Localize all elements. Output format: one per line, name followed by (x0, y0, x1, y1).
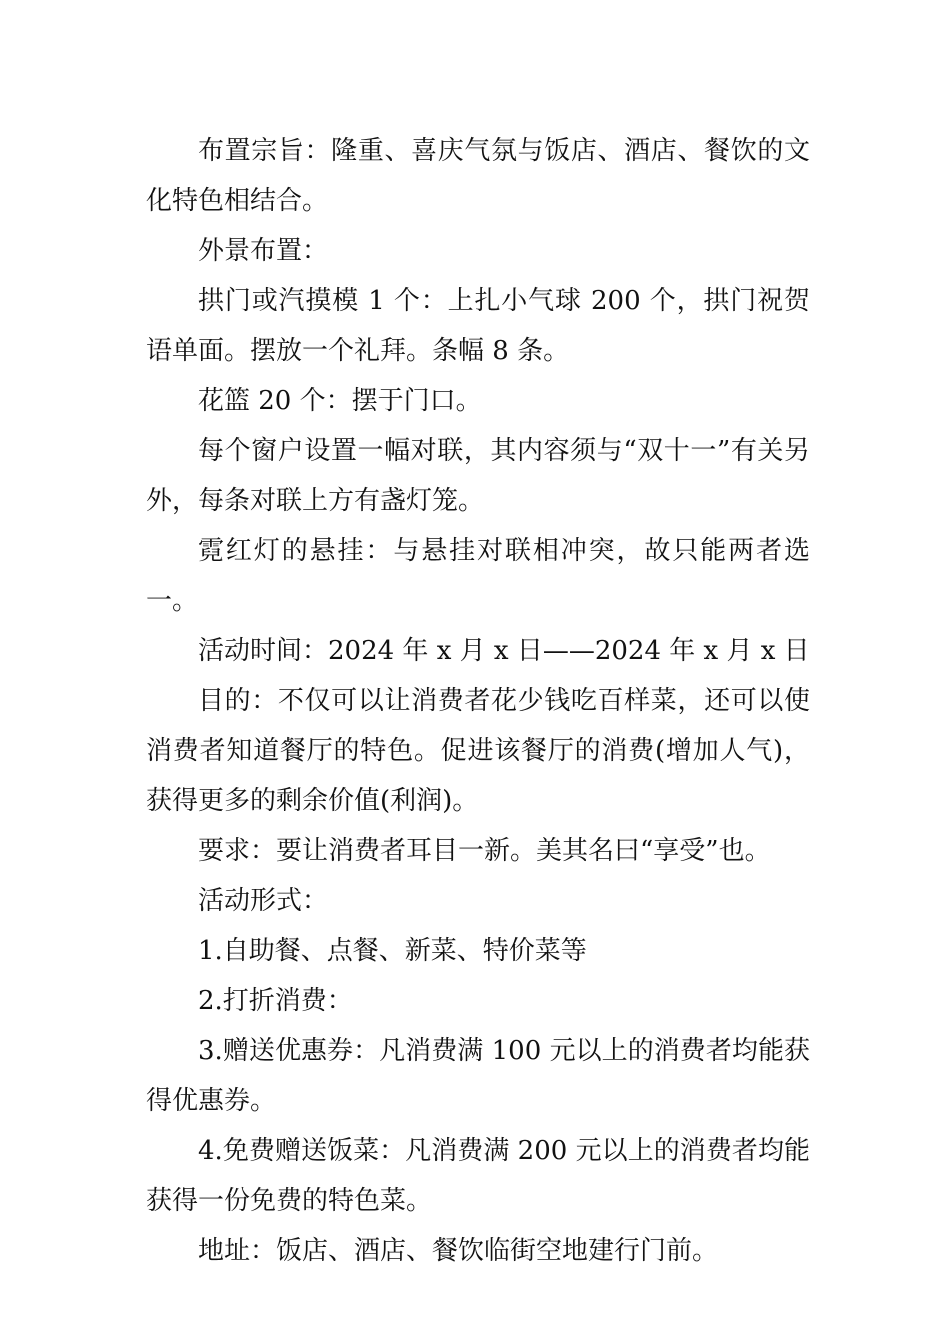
paragraph-arch: 拱门或汽摸模 1 个：上扎小气球 200 个，拱门祝贺语单面。摆放一个礼拜。条幅 8 条。 (146, 286, 810, 366)
paragraph-purpose: 布置宗旨：隆重、喜庆气氛与饭店、酒店、餐饮的文化特色相结合。 (146, 136, 810, 216)
document-body (146, 126, 810, 1276)
paragraph-event-time: 活动时间：2024 年 x 月 x 日——2024 年 x 月 x 日 (198, 636, 810, 666)
paragraph-couplets: 每个窗户设置一幅对联，其内容须与“双十一”有关另外，每条对联上方有盏灯笼。 (146, 436, 810, 516)
paragraph-address: 地址：饭店、酒店、餐饮临街空地建行门前。 (198, 1236, 719, 1266)
paragraph-exterior-heading: 外景布置： (198, 236, 329, 266)
list-item-1: 1.自助餐、点餐、新菜、特价菜等 (198, 936, 587, 966)
list-item-4: 4.免费赠送饭菜：凡消费满 200 元以上的消费者均能获得一份免费的特色菜。 (146, 1136, 810, 1216)
list-item-2: 2.打折消费： (198, 986, 353, 1016)
paragraph-goal: 目的：不仅可以让消费者花少钱吃百样菜，还可以使消费者知道餐厅的特色。促进该餐厅的消费(增加人气)，获得更多的剩余价值(利润)。 (146, 686, 810, 816)
paragraph-requirement: 要求：要让消费者耳目一新。美其名曰“享受”也。 (198, 836, 771, 866)
paragraph-event-format-heading: 活动形式： (198, 886, 329, 916)
paragraph-flower-baskets: 花篮 20 个：摆于门口。 (198, 386, 482, 416)
paragraph-neon-lights: 霓红灯的悬挂：与悬挂对联相冲突，故只能两者选一。 (146, 536, 810, 616)
list-item-3: 3.赠送优惠券：凡消费满 100 元以上的消费者均能获得优惠券。 (146, 1036, 810, 1116)
